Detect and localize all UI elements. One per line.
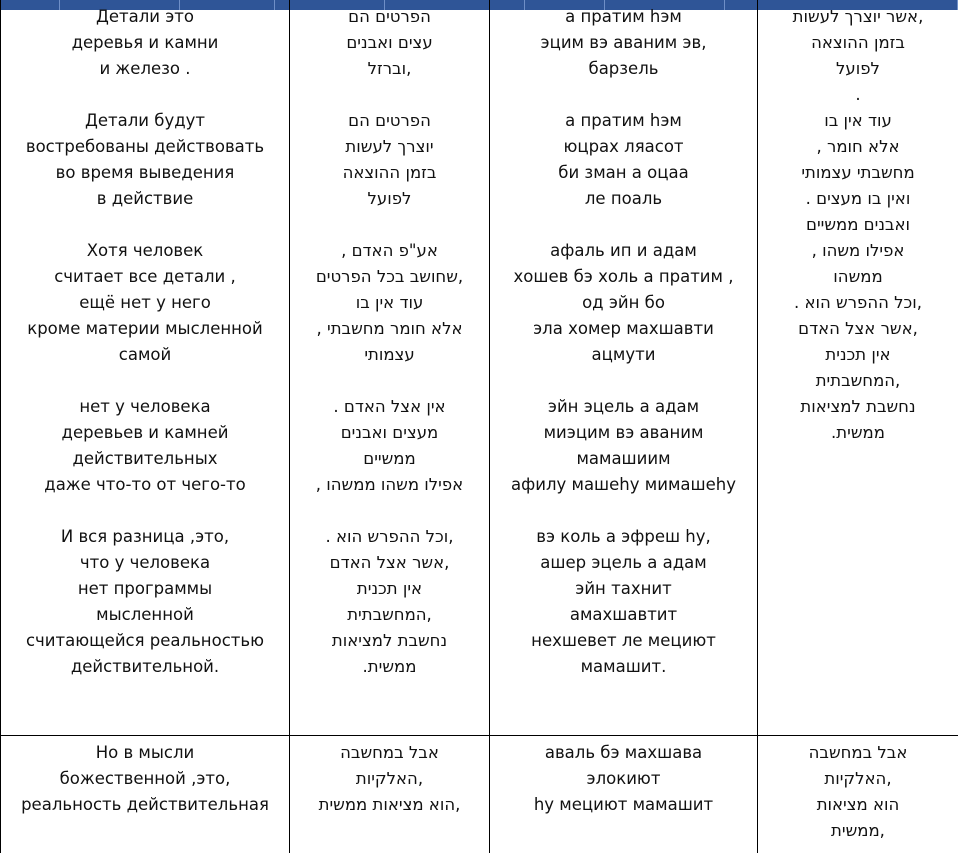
text-line: אבל במחשבה: [340, 743, 439, 762]
text-line: даже что-то от чего-то: [44, 475, 246, 494]
text-line: אלא חומר מחשבתי ,: [316, 319, 463, 338]
text-paragraph: [290, 524, 489, 680]
text-line: а пратим hэм: [565, 7, 682, 26]
text-line: ואבנים ממשיים: [806, 215, 910, 234]
text-line: ,שחושב בכל הפרטים: [315, 267, 464, 286]
text-line: .: [855, 85, 861, 104]
text-paragraph: [290, 108, 489, 212]
text-line: мамашит.: [580, 657, 667, 676]
text-line: ,הוא מציאות ממשית: [318, 795, 461, 814]
text-line: что у человека: [79, 553, 211, 572]
text-line: בזמן ההוצאה: [342, 163, 437, 182]
text-line: в действие: [96, 189, 194, 208]
text-paragraph: [290, 4, 489, 82]
text-line: מחשבתי עצמותי: [801, 163, 915, 182]
text-line: אין אצל האדם .: [333, 397, 446, 416]
text-paragraph: [1, 394, 289, 498]
text-line: И вся разница ,это,: [60, 527, 230, 546]
text-line: кроме материи мысленной: [27, 319, 263, 338]
text-paragraph: [290, 394, 489, 498]
text-line: אפילו משהו ממשהו ,: [315, 475, 464, 494]
text-line: ממשיים: [363, 449, 416, 468]
text-line: ,המחשבתית: [347, 605, 432, 624]
text-line: אע"פ האדם ,: [341, 241, 438, 260]
hebrew-text-cell[interactable]: [290, 0, 490, 736]
russian-text-cell[interactable]: [1, 0, 290, 736]
text-line: לפועל: [836, 59, 880, 78]
text-paragraph: [290, 238, 489, 368]
text-line: מעצים ואבנים: [340, 423, 439, 442]
text-line: барзель: [588, 59, 659, 78]
text-line: הפרטים הם: [348, 111, 431, 130]
text-line: Но в мысли: [95, 743, 195, 762]
text-line: элокиют: [586, 769, 661, 788]
text-line: од эйн бо: [582, 293, 665, 312]
text-line: нет программы: [77, 579, 213, 598]
text-line: אין תכנית: [356, 579, 423, 598]
text-line: деревьев и камней: [61, 423, 229, 442]
text-line: ле поаль: [584, 189, 663, 208]
text-line: ואין בו מעצים .: [805, 189, 911, 208]
text-line: афилу машеhу мимашеhу: [511, 475, 736, 494]
text-line: ,המחשבתית: [815, 371, 901, 390]
table-row: [1, 0, 958, 736]
text-line: ממשהו: [833, 267, 883, 286]
transliteration-text-cell[interactable]: [490, 736, 758, 853]
hebrew-source-text-cell[interactable]: [758, 736, 958, 853]
text-line: ,וכל ההפרש הוא .: [794, 293, 922, 312]
text-line: ашер эцель а адам: [540, 553, 707, 572]
text-line: אפילו משהו ,: [811, 241, 905, 260]
text-line: считает все детали ,: [54, 267, 236, 286]
text-paragraph: [1, 4, 289, 82]
text-line: עוד אין בו: [824, 111, 892, 130]
transliteration-text-cell[interactable]: [490, 0, 758, 736]
text-line: реальность действительная: [21, 795, 269, 814]
text-line: יוצרך לעשות: [345, 137, 434, 156]
text-line: действительных: [72, 449, 218, 468]
text-paragraph: [490, 108, 757, 212]
text-line: эйн эцель а адам: [547, 397, 700, 416]
hebrew-source-text-cell[interactable]: [758, 0, 958, 736]
text-line: эйн тахнит: [575, 579, 672, 598]
text-line: הוא מציאות: [816, 795, 900, 814]
text-line: ממשית.: [831, 423, 885, 442]
text-line: ,האלקיות: [824, 769, 892, 788]
text-line: עוד אין בו: [355, 293, 424, 312]
text-line: בזמן ההוצאה: [811, 33, 905, 52]
text-line: אלא חומר ,: [816, 137, 900, 156]
text-line: нехшевет ле мециют: [531, 631, 716, 650]
text-line: действительной.: [70, 657, 220, 676]
text-line: hу мециют мамашит: [533, 795, 714, 814]
text-line: и железо .: [99, 59, 191, 78]
text-line: ,וברזל: [367, 59, 412, 78]
text-line: нет у человека: [79, 397, 211, 416]
text-paragraph: [490, 394, 757, 498]
text-line: считающейся реальностью: [25, 631, 264, 650]
text-line: עצמותי: [364, 345, 415, 364]
text-line: во время выведения: [55, 163, 235, 182]
text-line: миэцим вэ аваним: [543, 423, 704, 442]
text-line: юцрах ляасот: [563, 137, 684, 156]
text-line: эла хомер махшавти: [533, 319, 714, 338]
text-line: הפרטים הם: [348, 7, 431, 26]
text-line: самой: [118, 345, 172, 364]
text-paragraph: [490, 4, 757, 82]
text-line: востребованы действовать: [25, 137, 265, 156]
text-line: ацмути: [591, 345, 656, 364]
text-line: хошев бэ холь а пратим ,: [513, 267, 734, 286]
text-line: би зман а оцаа: [558, 163, 689, 182]
text-line: ,האלקיות: [355, 769, 424, 788]
text-line: мысленной: [96, 605, 194, 624]
text-line: Детали будут: [84, 111, 205, 130]
text-line: ,אשר אצל האדם: [329, 553, 450, 572]
text-line: עצים ואבנים: [346, 33, 433, 52]
text-line: נחשבת למציאות: [800, 397, 916, 416]
text-line: אין תכנית: [825, 345, 891, 364]
text-paragraph: [490, 238, 757, 368]
text-line: ,אשר אצל האדם: [798, 319, 918, 338]
text-line: божественной ,это,: [59, 769, 231, 788]
text-line: נחשבת למציאות: [331, 631, 448, 650]
text-line: эцим вэ аваним эв,: [540, 33, 707, 52]
text-paragraph: [1, 238, 289, 368]
text-line: ,אשר יוצרך לעשות: [792, 7, 924, 26]
text-line: аваль бэ махшава: [544, 743, 703, 762]
text-line: ,וכל ההפרש הוא .: [325, 527, 454, 546]
text-line: ещё нет у него: [79, 293, 211, 312]
text-line: а пратим hэм: [565, 111, 682, 130]
table-row: [1, 736, 958, 853]
text-line: אבל במחשבה: [808, 743, 908, 762]
text-line: амахшавтит: [569, 605, 678, 624]
text-paragraph: [1, 108, 289, 212]
russian-text-cell[interactable]: [1, 736, 290, 853]
text-paragraph: [1, 524, 289, 680]
text-line: вэ коль а эфреш hу,: [536, 527, 711, 546]
text-paragraph: [490, 524, 757, 680]
text-line: לפועל: [367, 189, 412, 208]
text-line: Хотя человек: [86, 241, 204, 260]
text-line: афаль ип и адам: [550, 241, 697, 260]
text-line: мамашиим: [576, 449, 671, 468]
text-paragraph: [758, 4, 958, 446]
hebrew-text-cell[interactable]: [290, 736, 490, 853]
text-line: ממשית.: [362, 657, 417, 676]
text-line: деревья и камни: [71, 33, 219, 52]
text-line: ,ממשית: [831, 821, 885, 840]
text-line: Детали это: [95, 7, 195, 26]
